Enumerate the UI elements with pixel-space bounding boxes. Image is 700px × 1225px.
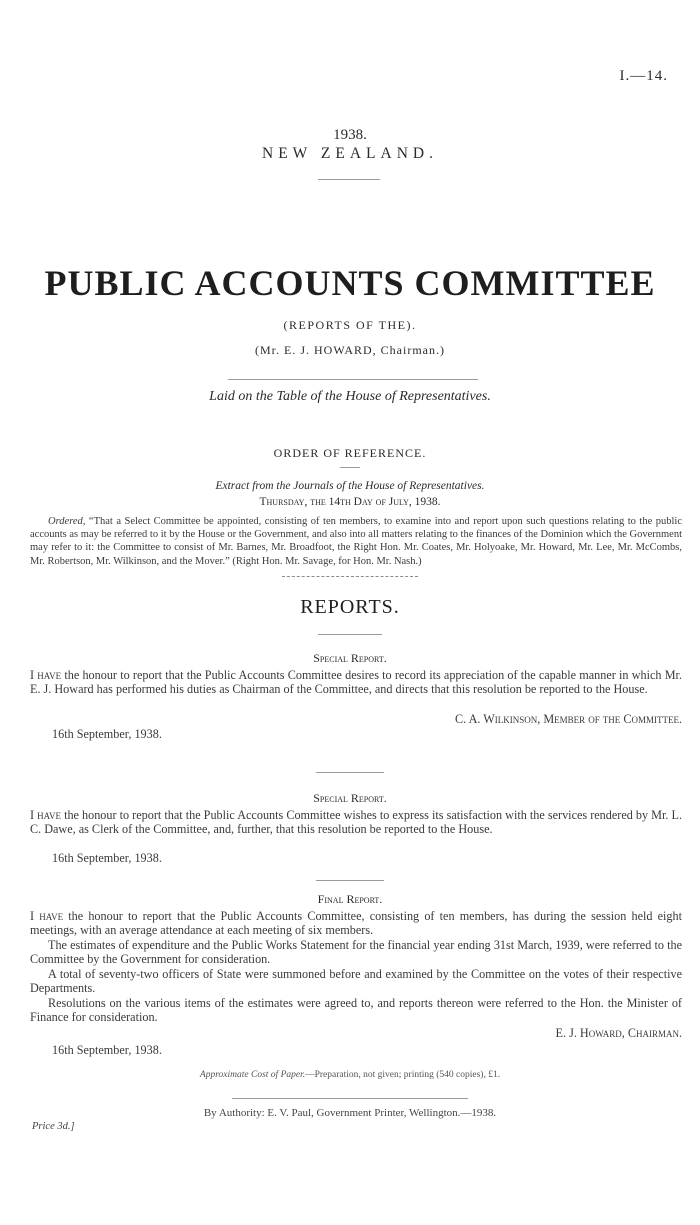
price-note: Price 3d.] bbox=[32, 1121, 75, 1132]
special-report-2-text bbox=[30, 808, 682, 836]
page-reference: I.—14. bbox=[619, 68, 668, 84]
special-report-1-body: the honour to report that the Public Accounts Committee desires to record its appreciation of the capable manner in which Mr. E. J. Howard has performed his duties as Chairman of the Committee, and directs that this resolution be reported to the House. bbox=[30, 668, 682, 697]
order-heading: ORDER OF REFERENCE. bbox=[273, 446, 427, 460]
document-title: PUBLIC ACCOUNTS COMMITTEE bbox=[44, 263, 656, 303]
reports-divider bbox=[282, 576, 418, 577]
special-report-1-date: 16th September, 1938. bbox=[52, 727, 162, 741]
printer-authority: By Authority: E. V. Paul, Government Printer, Wellington.—1938. bbox=[203, 1107, 497, 1119]
final-report-para-1-body: the honour to report that the Public Accounts Committee, consisting of ten members, has during the session held eight meetings, with an average attendance at each meeting of six members. bbox=[30, 909, 682, 938]
final-report-para-4: Resolutions on the various items of the estimates were agreed to, and reports thereon were referred to the Hon. the Minister of Finance for consideration. bbox=[30, 996, 682, 1025]
final-report-para-1 bbox=[30, 909, 682, 937]
special-report-2-heading: Special Report. bbox=[313, 791, 387, 805]
final-report-heading: Final Report. bbox=[317, 892, 383, 906]
order-date: Thursday, the 14th Day of July, 1938. bbox=[259, 496, 441, 508]
document-country: NEW ZEALAND. bbox=[262, 145, 438, 162]
special-report-2-lead: I have bbox=[30, 808, 61, 822]
final-report-para-3: A total of seventy-two officers of State were summoned before and examined by the Committee on the votes of their respective Departments. bbox=[30, 967, 682, 996]
laid-on-table: Laid on the Table of the House of Representatives. bbox=[209, 389, 491, 404]
final-report-lead: I have bbox=[30, 909, 64, 923]
title-divider bbox=[318, 179, 380, 180]
special-report-2-divider bbox=[316, 880, 384, 881]
paper-cost-label: Approximate Cost of Paper. bbox=[199, 1070, 306, 1080]
special-report-1-lead: I have bbox=[30, 668, 62, 682]
special-report-1-divider bbox=[316, 772, 384, 773]
footer-divider bbox=[232, 1098, 468, 1099]
paper-cost-note bbox=[0, 1070, 700, 1080]
reports-heading: REPORTS. bbox=[300, 596, 400, 618]
chairman-line: (Mr. E. J. HOWARD, Chairman.) bbox=[255, 343, 445, 357]
final-report-date: 16th September, 1938. bbox=[52, 1043, 162, 1057]
order-text bbox=[30, 515, 682, 568]
reports-underline bbox=[318, 634, 382, 635]
special-report-1-text bbox=[30, 668, 682, 696]
paper-cost-text: —Preparation, not given; printing (540 copies), £1. bbox=[305, 1070, 501, 1080]
final-report-signature: E. J. Howard, Chairman. bbox=[555, 1026, 682, 1040]
journal-extract: Extract from the Journals of the House of Representatives. bbox=[215, 480, 485, 492]
order-body: “That a Select Committee be appointed, consisting of ten members, to examine into and report upon such questions relating to the public accounts as may be referred to it by the House or the Government, and also into all matters relating to the finances of the Dominion which the Government may refer to it: the Committee to consist of Mr. Barnes, Mr. Broadfoot, the Right Hon. Mr. Coates, Mr. Holyoake, Mr. Howard, Mr. Lee, Mr. McCombs, Mr. Robertson, Mr. Wilkinson, and the Mover.” (Right Hon. Mr. Savage, for Hon. Mr. Nash.) bbox=[30, 516, 682, 567]
special-report-2-body: the honour to report that the Public Accounts Committee wishes to express its satisfaction with the services rendered by Mr. L. C. Dawe, as Clerk of the Committee, and, further, that this resolution be reported to the House. bbox=[30, 808, 683, 837]
document-subtitle: (REPORTS OF THE). bbox=[283, 318, 417, 332]
final-report-para-2: The estimates of expenditure and the Public Works Statement for the financial year ending 31st March, 1939, were referred to the Committee by the Government for consideration. bbox=[30, 938, 682, 967]
laid-divider bbox=[228, 379, 478, 380]
special-report-1-heading: Special Report. bbox=[313, 651, 387, 665]
order-divider bbox=[340, 467, 360, 468]
document-year: 1938. bbox=[333, 127, 367, 143]
special-report-1-signature: C. A. Wilkinson, Member of the Committee. bbox=[455, 712, 682, 726]
ordered-label: Ordered, bbox=[48, 516, 86, 527]
special-report-2-date: 16th September, 1938. bbox=[52, 851, 162, 865]
